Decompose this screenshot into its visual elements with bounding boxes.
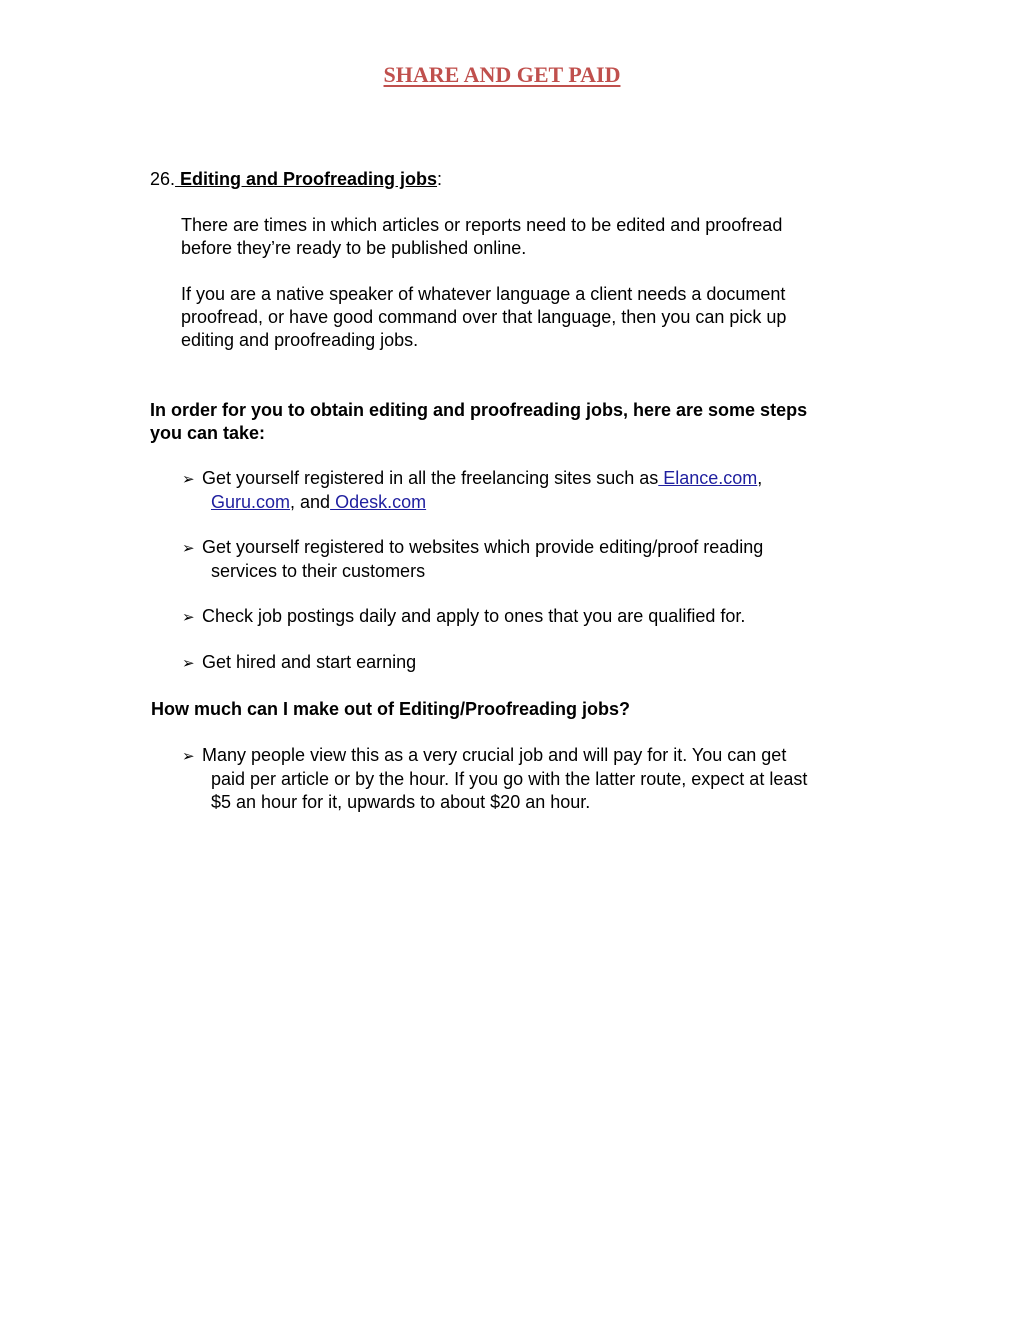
earnings-text: $5 an hour for it, upwards to about $20 an hour. <box>211 792 591 812</box>
section-number: 26. <box>150 169 176 189</box>
paragraph-intro <box>181 214 782 260</box>
step-text: services to their customers <box>211 561 426 581</box>
section-colon: : <box>437 169 443 189</box>
step-item <box>182 651 416 675</box>
step-text: Get yourself registered in all the freelancing sites such as <box>202 468 659 488</box>
step-text: Get yourself registered to websites which provide editing/proof reading <box>202 537 764 557</box>
step-item <box>182 536 763 583</box>
step-item <box>182 605 745 629</box>
step-text: , and <box>290 492 331 512</box>
arrow-bullet-icon: ➢ <box>182 471 195 488</box>
elance-link[interactable]: Elance.com <box>658 468 758 488</box>
page-header-title: SHARE AND GET PAID <box>383 62 621 87</box>
paragraph-native-speaker <box>181 283 786 352</box>
step-item <box>182 467 762 514</box>
earnings-heading: How much can I make out of Editing/Proofreading jobs? <box>151 699 631 719</box>
paragraph-line: There are times in which articles or reports need to be edited and proofread <box>181 215 783 235</box>
paragraph-line: If you are a native speaker of whatever language a client needs a document <box>181 284 786 304</box>
earnings-text: paid per article or by the hour. If you go with the latter route, expect at least <box>211 769 808 789</box>
paragraph-line: editing and proofreading jobs. <box>181 330 419 350</box>
paragraph-line: before they’re ready to be published online. <box>181 238 527 258</box>
arrow-bullet-icon: ➢ <box>182 540 195 557</box>
earnings-item <box>182 744 807 814</box>
steps-heading-line: In order for you to obtain editing and proofreading jobs, here are some steps <box>150 400 808 420</box>
steps-heading <box>150 399 807 445</box>
earnings-text: Many people view this as a very crucial job and will pay for it. You can get <box>202 745 787 765</box>
guru-link[interactable]: Guru.com <box>211 492 291 512</box>
step-text: Get hired and start earning <box>202 652 417 672</box>
arrow-bullet-icon: ➢ <box>182 748 195 765</box>
step-text: Check job postings daily and apply to ones that you are qualified for. <box>202 606 746 626</box>
arrow-bullet-icon: ➢ <box>182 609 195 626</box>
arrow-bullet-icon: ➢ <box>182 655 195 672</box>
steps-heading-line: you can take: <box>150 423 266 443</box>
step-text: , <box>757 468 763 488</box>
section-heading <box>150 168 442 191</box>
odesk-link[interactable]: Odesk.com <box>330 492 427 512</box>
paragraph-line: proofread, or have good command over that language, then you can pick up <box>181 307 787 327</box>
section-title: Editing and Proofreading jobs <box>175 169 438 189</box>
